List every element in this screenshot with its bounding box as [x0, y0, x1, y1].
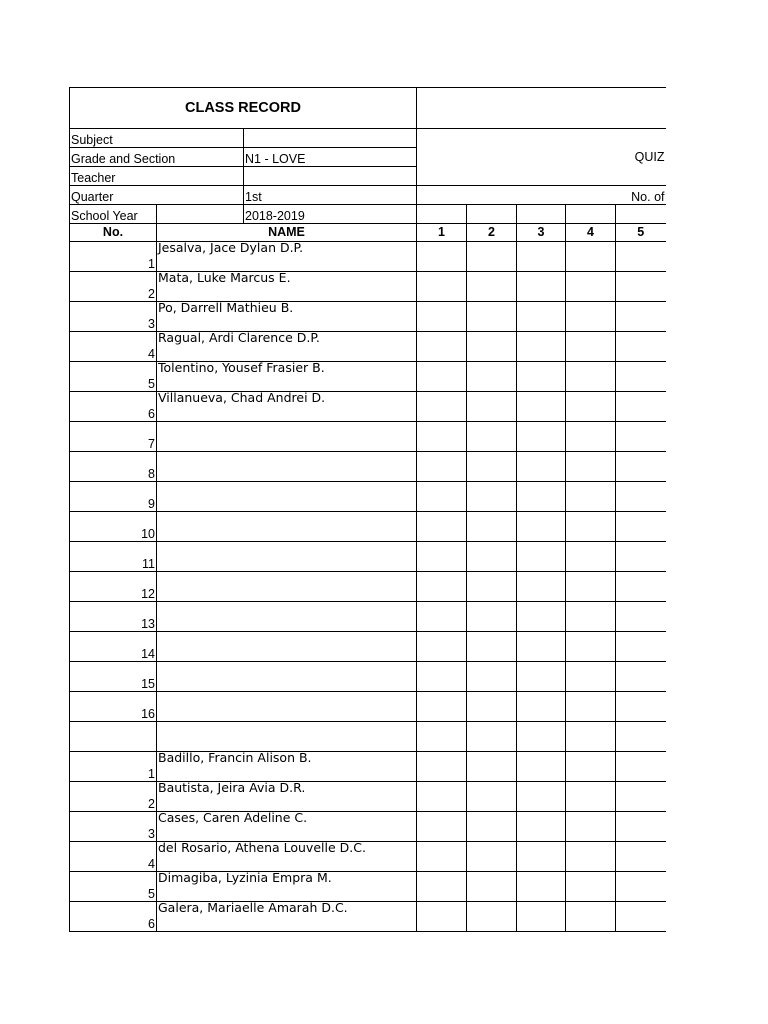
quiz-score-cell[interactable]	[616, 842, 666, 872]
student-name[interactable]: Galera, Mariaelle Amarah D.C.	[157, 902, 417, 932]
student-row	[70, 872, 666, 902]
student-name[interactable]	[157, 632, 417, 662]
student-row	[70, 422, 666, 452]
student-name[interactable]: Mata, Luke Marcus E.	[157, 272, 417, 302]
quiz-score-cell[interactable]	[566, 752, 616, 782]
quiz-score-cell[interactable]	[417, 362, 467, 392]
student-number: 7	[70, 422, 157, 452]
title-right-cell	[417, 88, 666, 129]
student-number: 10	[70, 512, 157, 542]
column-header-name: NAME	[157, 224, 417, 242]
quiz-score-cell[interactable]	[616, 782, 666, 812]
quiz-score-cell[interactable]	[467, 872, 517, 902]
quiz-score-cell[interactable]	[517, 902, 566, 932]
quiz-score-cell[interactable]	[616, 692, 666, 722]
teacher-value[interactable]	[244, 167, 417, 186]
column-header-no: No.	[70, 224, 157, 242]
quiz-score-cell[interactable]	[467, 242, 517, 272]
quiz-score-cell[interactable]	[566, 662, 616, 692]
quiz-score-cell[interactable]	[417, 392, 467, 422]
quiz-score-cell[interactable]	[616, 362, 666, 392]
student-name[interactable]	[157, 542, 417, 572]
quiz-score-cell[interactable]	[417, 902, 467, 932]
student-row	[70, 812, 666, 842]
student-name[interactable]: Badillo, Francin Alison B.	[157, 752, 417, 782]
student-number: 1	[70, 242, 157, 272]
student-name[interactable]	[157, 422, 417, 452]
quiz-score-cell[interactable]	[517, 512, 566, 542]
student-name[interactable]: Cases, Caren Adeline C.	[157, 812, 417, 842]
number-of-items-label: No. of	[417, 186, 666, 205]
school-year-spacer	[157, 205, 244, 224]
separator-cell	[157, 722, 417, 752]
quiz-score-cell[interactable]	[467, 362, 517, 392]
quiz-score-cell[interactable]	[517, 272, 566, 302]
quiz-score-cell[interactable]	[517, 482, 566, 512]
quiz-score-cell[interactable]	[517, 812, 566, 842]
teacher-label: Teacher	[70, 167, 244, 186]
student-number: 6	[70, 902, 157, 932]
quiz-score-cell[interactable]	[517, 392, 566, 422]
column-header-quiz-1: 1	[417, 224, 467, 242]
student-name[interactable]	[157, 572, 417, 602]
quiz-score-cell[interactable]	[467, 782, 517, 812]
quiz-score-cell[interactable]	[566, 602, 616, 632]
quiz-score-cell[interactable]	[616, 242, 666, 272]
quiz-score-cell[interactable]	[517, 602, 566, 632]
quiz-score-cell[interactable]	[616, 452, 666, 482]
quiz-score-cell[interactable]	[417, 602, 467, 632]
group-separator-row	[70, 722, 666, 752]
student-row	[70, 272, 666, 302]
student-row	[70, 902, 666, 932]
column-header-quiz-5: 5	[616, 224, 666, 242]
items-count-cell[interactable]	[417, 205, 467, 224]
student-number: 5	[70, 362, 157, 392]
quiz-header: QUIZ	[417, 129, 666, 186]
separator-cell	[70, 722, 157, 752]
quiz-score-cell[interactable]	[566, 842, 616, 872]
quiz-score-cell[interactable]	[566, 572, 616, 602]
quiz-score-cell[interactable]	[467, 302, 517, 332]
quiz-score-cell[interactable]	[517, 422, 566, 452]
quiz-score-cell[interactable]	[566, 902, 616, 932]
quiz-score-cell[interactable]	[566, 392, 616, 422]
quiz-score-cell[interactable]	[417, 812, 467, 842]
quiz-score-cell[interactable]	[566, 542, 616, 572]
separator-cell	[566, 722, 616, 752]
items-count-cell[interactable]	[517, 205, 566, 224]
title-row	[70, 88, 666, 129]
quiz-score-cell[interactable]	[566, 242, 616, 272]
quiz-score-cell[interactable]	[417, 542, 467, 572]
student-row	[70, 452, 666, 482]
quiz-score-cell[interactable]	[616, 332, 666, 362]
quiz-score-cell[interactable]	[566, 452, 616, 482]
quiz-score-cell[interactable]	[467, 632, 517, 662]
student-row	[70, 752, 666, 782]
quiz-score-cell[interactable]	[467, 482, 517, 512]
quiz-score-cell[interactable]	[467, 692, 517, 722]
quiz-score-cell[interactable]	[467, 752, 517, 782]
student-row	[70, 512, 666, 542]
student-number: 13	[70, 602, 157, 632]
student-number: 15	[70, 662, 157, 692]
student-name[interactable]	[157, 602, 417, 632]
quiz-score-cell[interactable]	[517, 752, 566, 782]
quiz-score-cell[interactable]	[417, 872, 467, 902]
student-row	[70, 632, 666, 662]
quiz-score-cell[interactable]	[517, 572, 566, 602]
student-row	[70, 542, 666, 572]
quiz-score-cell[interactable]	[566, 482, 616, 512]
quiz-score-cell[interactable]	[616, 812, 666, 842]
student-name[interactable]: Bautista, Jeira Avia D.R.	[157, 782, 417, 812]
quiz-score-cell[interactable]	[616, 542, 666, 572]
column-header-row	[70, 224, 666, 242]
student-number: 14	[70, 632, 157, 662]
student-row	[70, 572, 666, 602]
student-row	[70, 332, 666, 362]
quiz-score-cell[interactable]	[566, 782, 616, 812]
student-number: 2	[70, 782, 157, 812]
column-header-quiz-2: 2	[467, 224, 517, 242]
student-row	[70, 392, 666, 422]
quiz-score-cell[interactable]	[417, 482, 467, 512]
quiz-score-cell[interactable]	[517, 782, 566, 812]
student-row	[70, 362, 666, 392]
student-name[interactable]: Po, Darrell Mathieu B.	[157, 302, 417, 332]
student-number: 6	[70, 392, 157, 422]
quiz-score-cell[interactable]	[616, 302, 666, 332]
student-number: 4	[70, 332, 157, 362]
student-number: 8	[70, 452, 157, 482]
items-count-cell[interactable]	[467, 205, 517, 224]
page-title: CLASS RECORD	[70, 88, 417, 129]
quiz-score-cell[interactable]	[467, 812, 517, 842]
quiz-score-cell[interactable]	[417, 302, 467, 332]
separator-cell	[517, 722, 566, 752]
grade-section-label: Grade and Section	[70, 148, 244, 167]
student-name[interactable]: Villanueva, Chad Andrei D.	[157, 392, 417, 422]
quiz-score-cell[interactable]	[566, 872, 616, 902]
student-row	[70, 482, 666, 512]
student-row	[70, 842, 666, 872]
quiz-score-cell[interactable]	[566, 812, 616, 842]
quiz-score-cell[interactable]	[517, 842, 566, 872]
quiz-score-cell[interactable]	[566, 272, 616, 302]
student-name[interactable]	[157, 692, 417, 722]
quiz-score-cell[interactable]	[417, 452, 467, 482]
quiz-score-cell[interactable]	[417, 422, 467, 452]
student-number: 5	[70, 872, 157, 902]
quiz-score-cell[interactable]	[517, 632, 566, 662]
quiz-score-cell[interactable]	[616, 902, 666, 932]
student-name[interactable]: Ragual, Ardi Clarence D.P.	[157, 332, 417, 362]
quiz-score-cell[interactable]	[616, 482, 666, 512]
subject-row	[70, 129, 666, 148]
school-year-row	[70, 205, 666, 224]
separator-cell	[417, 722, 467, 752]
subject-label: Subject	[70, 129, 244, 148]
school-year-label: School Year	[70, 205, 157, 224]
student-number: 3	[70, 302, 157, 332]
quiz-score-cell[interactable]	[417, 242, 467, 272]
quiz-score-cell[interactable]	[417, 692, 467, 722]
quiz-score-cell[interactable]	[616, 512, 666, 542]
quiz-score-cell[interactable]	[417, 662, 467, 692]
student-row	[70, 782, 666, 812]
quiz-score-cell[interactable]	[467, 662, 517, 692]
quiz-score-cell[interactable]	[417, 752, 467, 782]
quiz-score-cell[interactable]	[616, 422, 666, 452]
quiz-score-cell[interactable]	[616, 752, 666, 782]
student-name[interactable]: Jesalva, Jace Dylan D.P.	[157, 242, 417, 272]
student-name[interactable]: del Rosario, Athena Louvelle D.C.	[157, 842, 417, 872]
student-name[interactable]	[157, 512, 417, 542]
quiz-score-cell[interactable]	[417, 332, 467, 362]
quiz-score-cell[interactable]	[566, 422, 616, 452]
student-name[interactable]	[157, 452, 417, 482]
quiz-score-cell[interactable]	[467, 332, 517, 362]
quiz-score-cell[interactable]	[417, 782, 467, 812]
class-record-sheet	[69, 87, 665, 932]
quiz-score-cell[interactable]	[417, 512, 467, 542]
quarter-value[interactable]: 1st	[244, 186, 417, 205]
quiz-score-cell[interactable]	[417, 632, 467, 662]
student-number: 4	[70, 842, 157, 872]
student-name[interactable]	[157, 662, 417, 692]
quiz-score-cell[interactable]	[417, 572, 467, 602]
quiz-score-cell[interactable]	[616, 872, 666, 902]
column-header-quiz-4: 4	[566, 224, 616, 242]
quiz-score-cell[interactable]	[467, 842, 517, 872]
student-name[interactable]: Tolentino, Yousef Frasier B.	[157, 362, 417, 392]
quiz-score-cell[interactable]	[616, 602, 666, 632]
column-header-quiz-3: 3	[517, 224, 566, 242]
student-number: 2	[70, 272, 157, 302]
grade-section-value[interactable]: N1 - LOVE	[244, 148, 417, 167]
student-row	[70, 692, 666, 722]
quiz-score-cell[interactable]	[517, 452, 566, 482]
quiz-score-cell[interactable]	[467, 602, 517, 632]
items-count-cell[interactable]	[616, 205, 666, 224]
quiz-score-cell[interactable]	[417, 272, 467, 302]
quarter-label: Quarter	[70, 186, 244, 205]
quiz-score-cell[interactable]	[467, 272, 517, 302]
student-number: 9	[70, 482, 157, 512]
class-record-table	[69, 87, 666, 932]
quiz-score-cell[interactable]	[517, 662, 566, 692]
quarter-row	[70, 186, 666, 205]
subject-value[interactable]	[244, 129, 417, 148]
student-name[interactable]	[157, 482, 417, 512]
quiz-score-cell[interactable]	[566, 332, 616, 362]
quiz-score-cell[interactable]	[616, 632, 666, 662]
separator-cell	[467, 722, 517, 752]
quiz-score-cell[interactable]	[566, 302, 616, 332]
quiz-score-cell[interactable]	[616, 392, 666, 422]
quiz-score-cell[interactable]	[517, 872, 566, 902]
quiz-score-cell[interactable]	[616, 662, 666, 692]
quiz-score-cell[interactable]	[566, 632, 616, 662]
quiz-score-cell[interactable]	[467, 902, 517, 932]
student-number: 11	[70, 542, 157, 572]
student-row	[70, 602, 666, 632]
quiz-score-cell[interactable]	[467, 572, 517, 602]
quiz-score-cell[interactable]	[566, 692, 616, 722]
quiz-score-cell[interactable]	[517, 542, 566, 572]
quiz-score-cell[interactable]	[467, 392, 517, 422]
quiz-score-cell[interactable]	[467, 452, 517, 482]
student-row	[70, 302, 666, 332]
school-year-value[interactable]: 2018-2019	[244, 205, 417, 224]
student-number: 3	[70, 812, 157, 842]
quiz-score-cell[interactable]	[467, 422, 517, 452]
quiz-score-cell[interactable]	[616, 272, 666, 302]
items-count-cell[interactable]	[566, 205, 616, 224]
student-number: 12	[70, 572, 157, 602]
quiz-score-cell[interactable]	[517, 692, 566, 722]
quiz-score-cell[interactable]	[517, 362, 566, 392]
student-number: 16	[70, 692, 157, 722]
separator-cell	[616, 722, 666, 752]
student-number: 1	[70, 752, 157, 782]
quiz-score-cell[interactable]	[566, 362, 616, 392]
quiz-score-cell[interactable]	[467, 542, 517, 572]
quiz-score-cell[interactable]	[517, 332, 566, 362]
quiz-score-cell[interactable]	[467, 512, 517, 542]
student-row	[70, 242, 666, 272]
student-name[interactable]: Dimagiba, Lyzinia Empra M.	[157, 872, 417, 902]
quiz-score-cell[interactable]	[517, 242, 566, 272]
quiz-score-cell[interactable]	[417, 842, 467, 872]
student-row	[70, 662, 666, 692]
quiz-score-cell[interactable]	[566, 512, 616, 542]
quiz-score-cell[interactable]	[616, 572, 666, 602]
quiz-score-cell[interactable]	[517, 302, 566, 332]
